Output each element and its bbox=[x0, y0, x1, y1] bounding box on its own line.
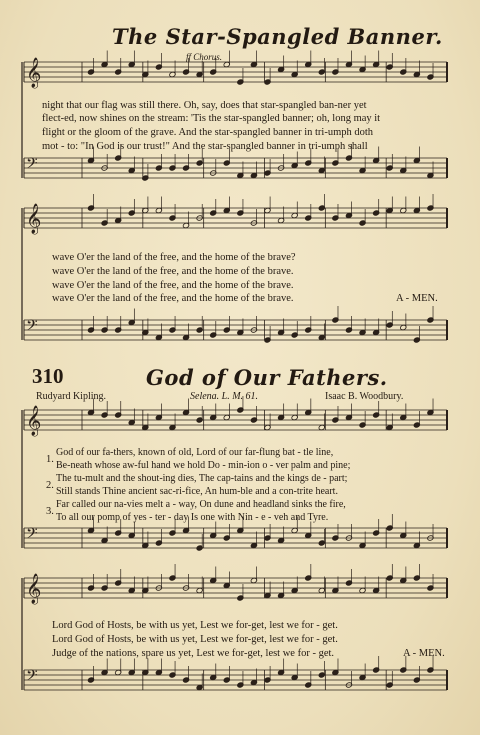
hymn-title: God of Our Fathers. bbox=[146, 365, 388, 390]
refrain-line: wave O'er the land of the free, and the home of the brave. bbox=[52, 266, 294, 277]
verse-line: To all our pomp of yes - ter - day Is one with Nin - e - veh and Tyre. bbox=[56, 512, 329, 523]
treble-clef-icon: 𝄞 bbox=[26, 406, 42, 436]
verse-line: night that our flag was still there. Oh, say, does that star-spangled ban-ner yet bbox=[42, 100, 367, 111]
verse-number: 2. bbox=[46, 480, 54, 491]
author: Rudyard Kipling. bbox=[36, 391, 106, 402]
verse-line: God of our fa-thers, known of old, Lord of our far-flung bat - tle line, bbox=[56, 447, 334, 458]
composer: Isaac B. Woodbury. bbox=[325, 391, 404, 402]
treble-clef-icon: 𝄞 bbox=[26, 58, 42, 88]
amen-label: A - MEN. bbox=[403, 648, 445, 659]
refrain-line: wave O'er the land of the free, and the home of the brave. bbox=[52, 293, 294, 304]
refrain-line: wave O'er the land of the free, and the home of the brave. bbox=[52, 280, 294, 291]
verse-number: 1. bbox=[46, 454, 54, 465]
bass-clef-icon: 𝄢 bbox=[26, 155, 38, 176]
tune-name: Selena. L. M. 61. bbox=[190, 391, 259, 402]
amen-label: A - MEN. bbox=[396, 293, 438, 304]
chorus-label: ff Chorus. bbox=[186, 52, 223, 62]
verse-line: Be-neath whose aw-ful hand we hold Do - min-ion o - ver palm and pine; bbox=[56, 460, 351, 471]
hymn-title: The Star-Spangled Banner. bbox=[112, 24, 443, 49]
verse-line: Still stands Thine ancient sac-ri-fice, An hum-ble and a con-trite heart. bbox=[56, 486, 338, 497]
verse-line: Far called our na-vies melt a - way, On dune and headland sinks the fire, bbox=[56, 499, 346, 510]
refrain-line: wave O'er the land of the free, and the home of the brave? bbox=[52, 252, 296, 263]
treble-clef-icon: 𝄞 bbox=[26, 204, 42, 234]
verse-line: flight or the gloom of the grave. And the star-spangled banner in tri-umph doth bbox=[42, 127, 374, 138]
refrain-line: Lord God of Hosts, be with us yet, Lest we for-get, lest we for - get. bbox=[52, 634, 338, 645]
refrain-line: Lord God of Hosts, be with us yet, Lest we for-get, lest we for - get. bbox=[52, 620, 338, 631]
verse-number: 3. bbox=[46, 506, 54, 517]
treble-clef-icon: 𝄞 bbox=[26, 574, 42, 604]
bass-clef-icon: 𝄢 bbox=[26, 667, 38, 688]
bass-clef-icon: 𝄢 bbox=[26, 317, 38, 338]
verse-line: flect-ed, now shines on the stream: 'Tis the star-spangled banner; oh, long may it bbox=[42, 113, 381, 124]
verse-line: The tu-mult and the shout-ing dies, The cap-tains and the kings de - part; bbox=[56, 473, 348, 484]
refrain-line: Judge of the nations, spare us yet, Lest we for-get, lest we for - get. bbox=[52, 648, 335, 659]
verse-line: mot - to: "In God is our trust!" And the star-spangled banner in tri-umph shall bbox=[42, 141, 368, 152]
bass-clef-icon: 𝄢 bbox=[26, 525, 38, 546]
hymn-number: 310 bbox=[32, 364, 64, 388]
